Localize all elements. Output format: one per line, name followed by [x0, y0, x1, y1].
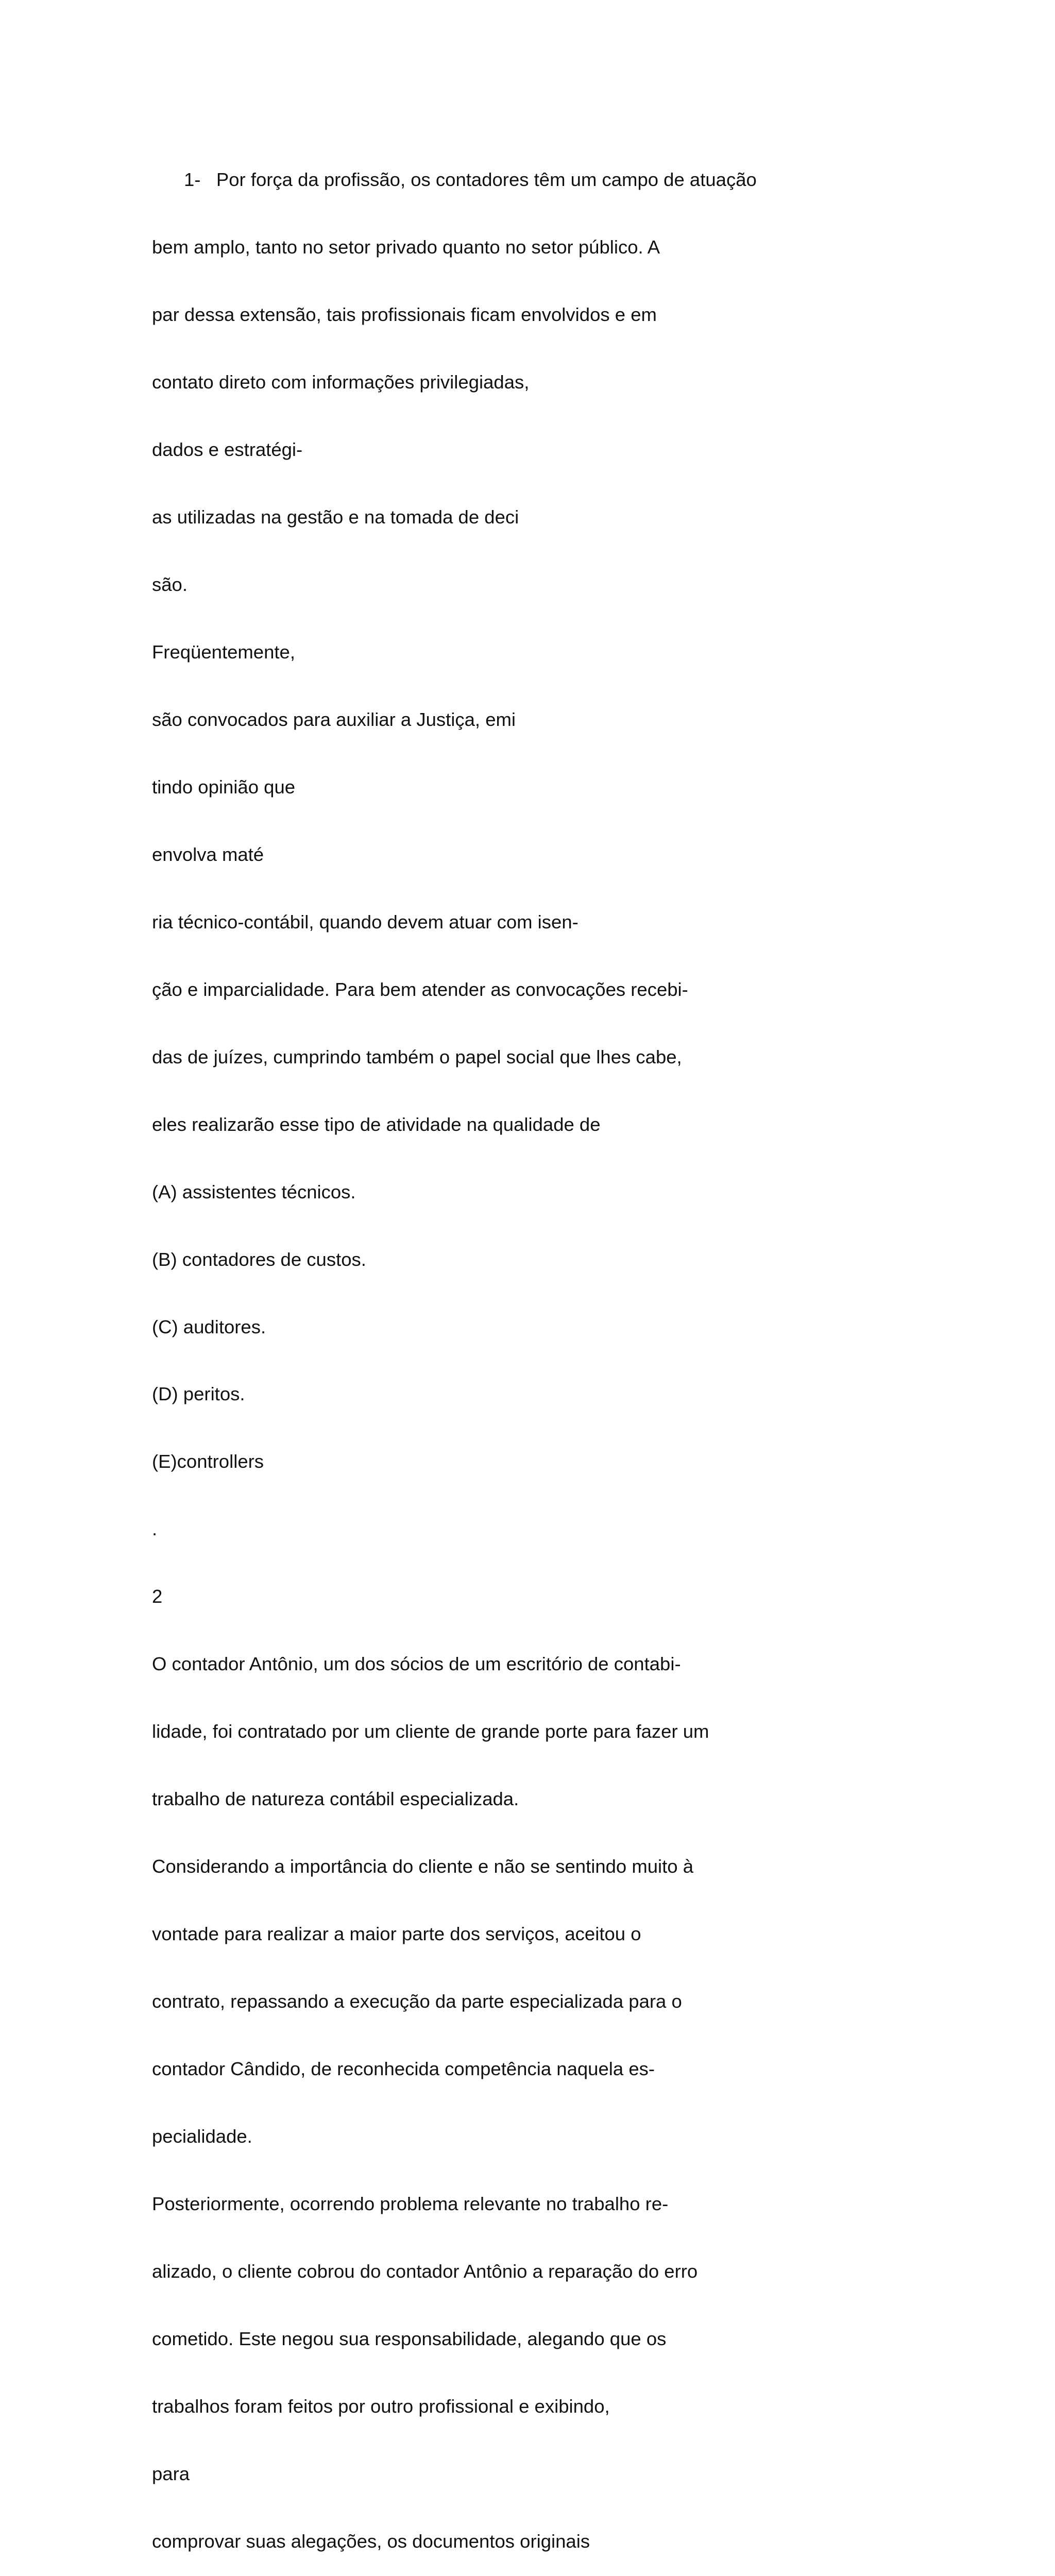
text-line: das de juízes, cumprindo também o papel social que lhes cabe,: [152, 1046, 682, 1067]
text-line: são convocados para auxiliar a Justiça, emi: [152, 708, 516, 730]
text-line: trabalho de natureza contábil especializada.: [152, 1788, 519, 1810]
text-line: bem amplo, tanto no setor privado quanto no setor público. A: [152, 236, 660, 258]
text-line: são.: [152, 574, 188, 596]
text-line: Freqüentemente,: [152, 641, 295, 663]
text-line: vontade para realizar a maior parte dos serviços, aceitou o: [152, 1923, 641, 1945]
text-line: Considerando a importância do cliente e não se sentindo muito à: [152, 1856, 694, 1877]
text-line: lidade, foi contratado por um cliente de grande porte para fazer um: [152, 1721, 709, 1742]
answer-option: (B) contadores de custos.: [152, 1248, 366, 1270]
text-line: ção e imparcialidade. Para bem atender as convocações recebi-: [152, 978, 688, 1000]
text-line: alizado, o cliente cobrou do contador Antônio a reparação do erro: [152, 2260, 698, 2282]
text-line: 1- Por força da profissão, os contadores têm um campo de atuação: [184, 169, 757, 191]
text-line: contato direto com informações privilegiadas,: [152, 371, 530, 393]
text-line: .: [152, 1518, 158, 1540]
document-body: [152, 124, 1028, 2576]
question-number: 2: [152, 1586, 163, 1607]
text-line: as utilizadas na gestão e na tomada de deci: [152, 506, 519, 528]
text-line: tindo opinião que: [152, 776, 296, 798]
text-line: O contador Antônio, um dos sócios de um escritório de contabi-: [152, 1653, 681, 1675]
text-line: envolva maté: [152, 843, 264, 865]
text-line: ria técnico-contábil, quando devem atuar com isen-: [152, 911, 578, 933]
text-line: dados e estratégi-: [152, 439, 303, 461]
text-line: contrato, repassando a execução da parte especializada para o: [152, 1991, 682, 2012]
text-line: pecialidade.: [152, 2125, 252, 2147]
answer-option: (A) assistentes técnicos.: [152, 1181, 356, 1202]
text-line: par dessa extensão, tais profissionais ficam envolvidos e em: [152, 304, 657, 326]
text-line: comprovar suas alegações, os documentos originais: [152, 2530, 590, 2552]
text-line: para: [152, 2463, 190, 2484]
answer-option: (C) auditores.: [152, 1316, 266, 1337]
text-line: contador Cândido, de reconhecida competência naquela es-: [152, 2058, 655, 2079]
text-line: Posteriormente, ocorrendo problema relevante no trabalho re-: [152, 2193, 669, 2214]
answer-option: (E)controllers: [152, 1451, 264, 1472]
answer-option: (D) peritos.: [152, 1383, 245, 1405]
text-line: cometido. Este negou sua responsabilidade, alegando que os: [152, 2328, 667, 2349]
text-line: eles realizarão esse tipo de atividade na qualidade de: [152, 1113, 601, 1135]
text-line: trabalhos foram feitos por outro profissional e exibindo,: [152, 2395, 610, 2417]
